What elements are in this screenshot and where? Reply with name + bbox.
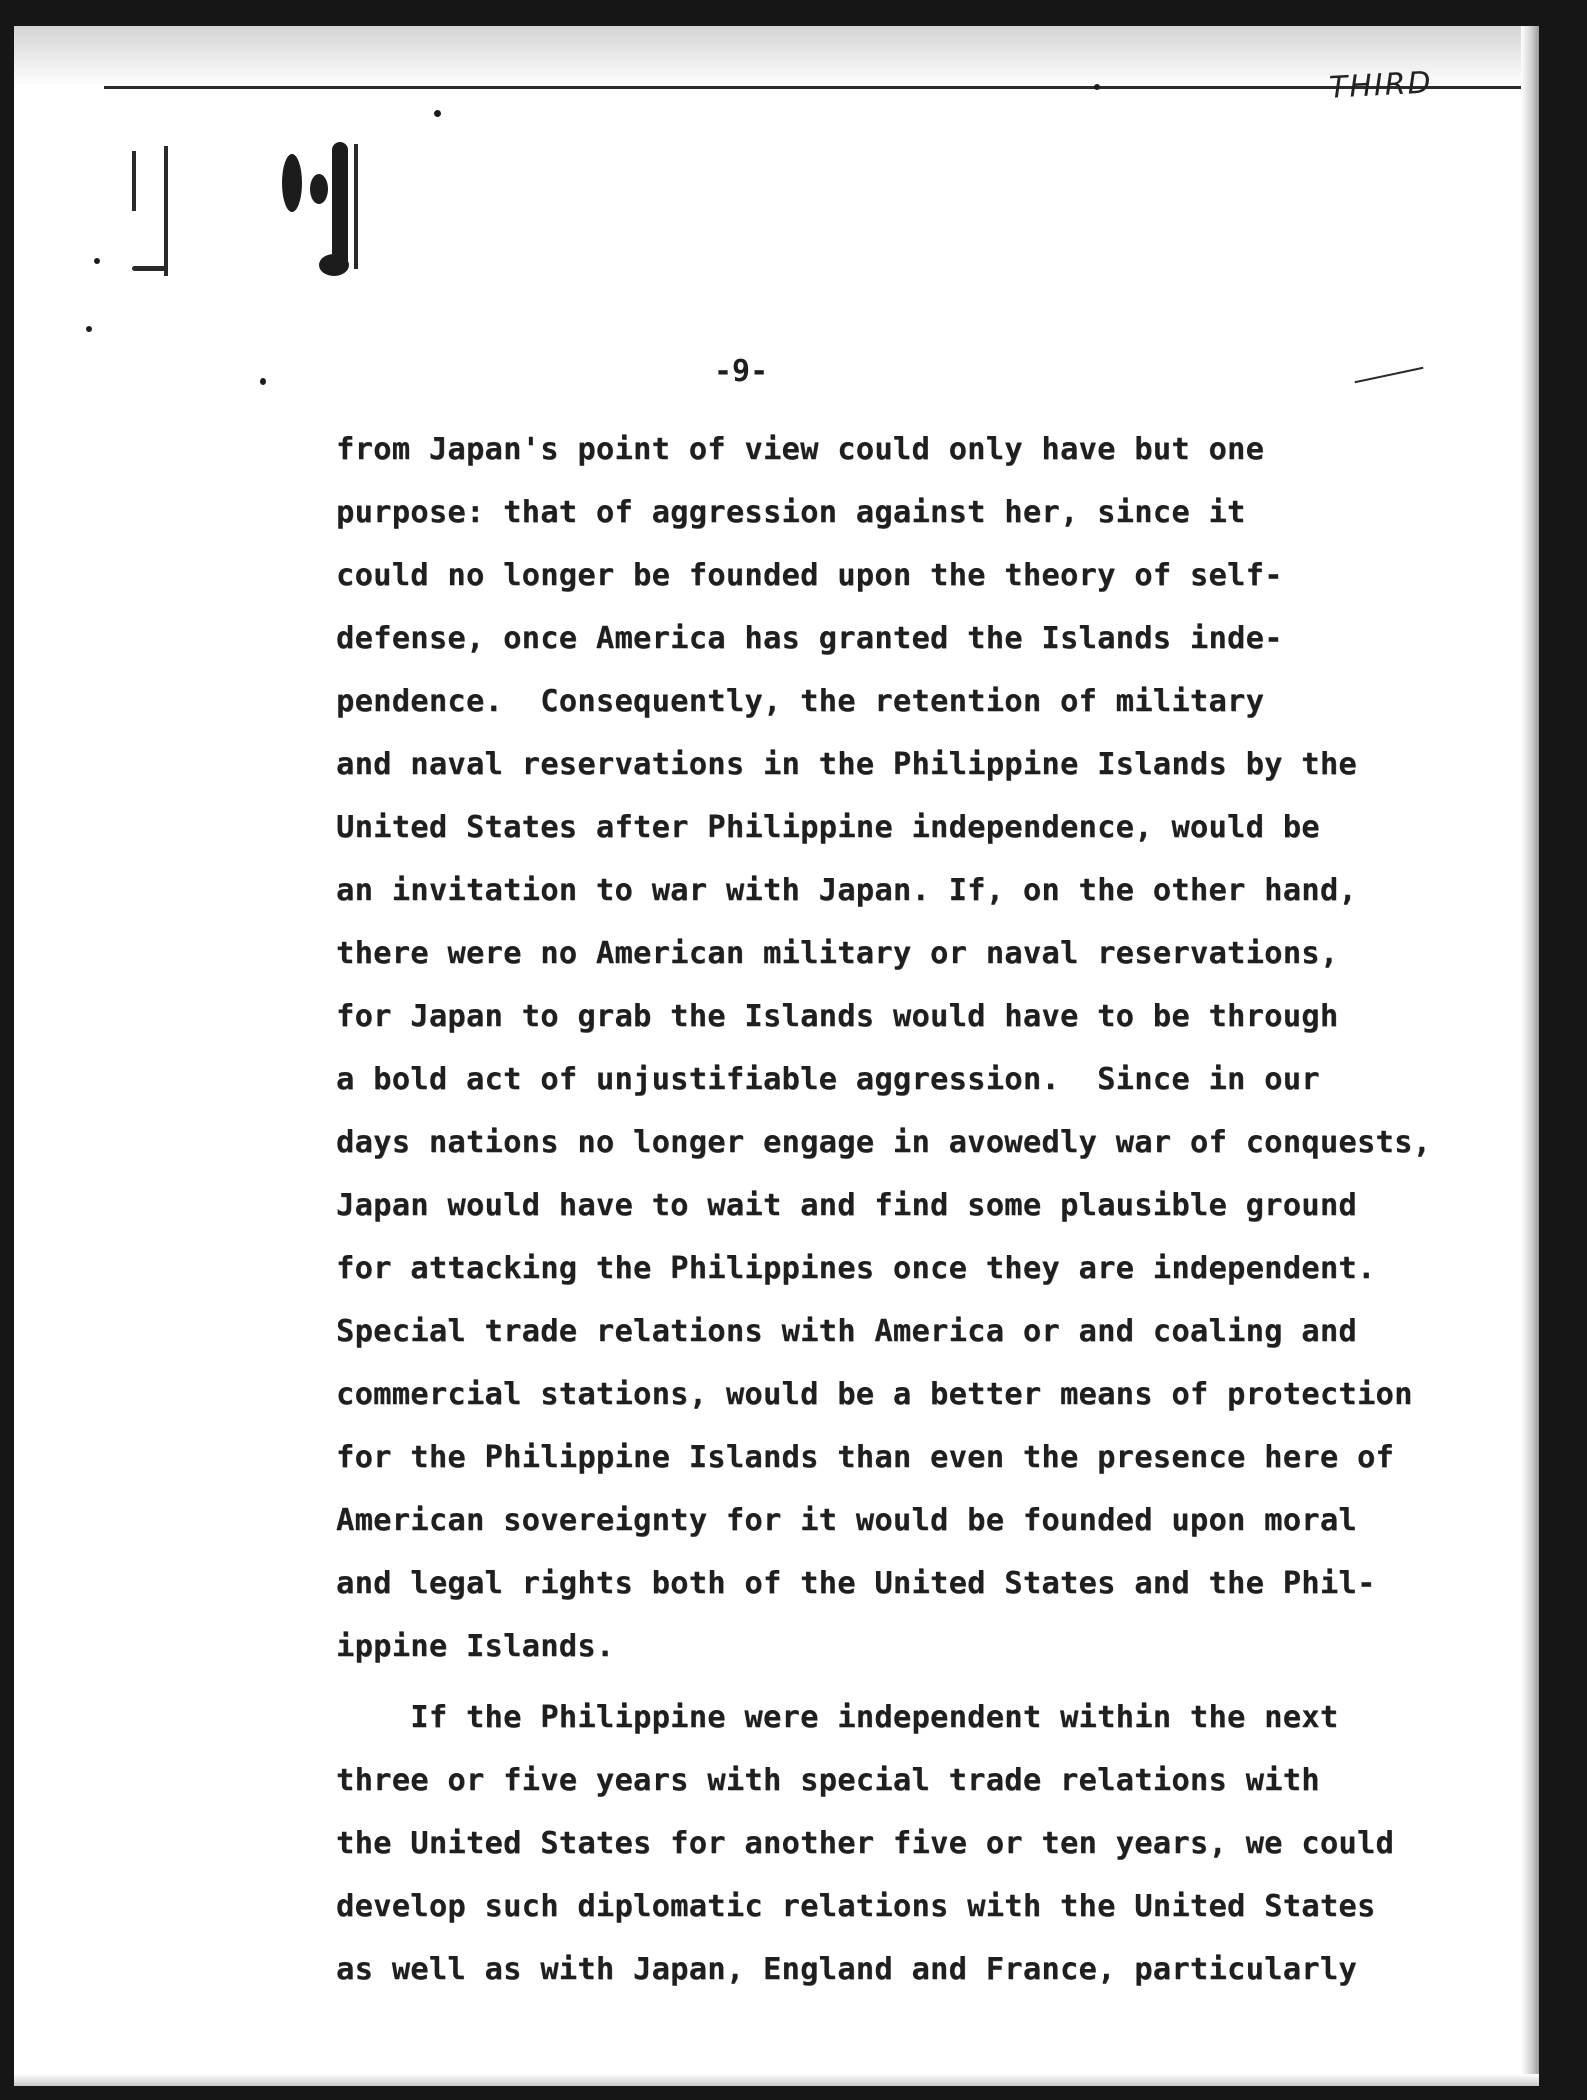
body-text bbox=[336, 418, 1466, 2001]
text-line: develop such diplomatic relations with the United States bbox=[336, 1889, 1376, 1924]
text-line: and legal rights both of the United States and the Phil- bbox=[336, 1566, 1376, 1601]
text-line: American sovereignty for it would be founded upon moral bbox=[336, 1503, 1357, 1538]
top-edge-rule bbox=[104, 86, 1534, 89]
text-line: three or five years with special trade relations with bbox=[336, 1763, 1320, 1798]
text-line: and naval reservations in the Philippine Islands by the bbox=[336, 747, 1357, 782]
page-number: -9- bbox=[714, 354, 769, 389]
ink-blot bbox=[319, 254, 349, 276]
ink-speck bbox=[94, 258, 100, 264]
ink-blot bbox=[282, 154, 302, 212]
text-line: as well as with Japan, England and France, particularly bbox=[336, 1952, 1357, 1987]
text-line: Japan would have to wait and find some plausible ground bbox=[336, 1188, 1357, 1223]
text-line: could no longer be founded upon the theory of self- bbox=[336, 558, 1283, 593]
text-line: purpose: that of aggression against her, since it bbox=[336, 495, 1246, 530]
text-line: days nations no longer engage in avowedly war of conquests, bbox=[336, 1125, 1432, 1160]
scan-top-strip bbox=[14, 26, 1539, 88]
ink-speck bbox=[86, 326, 92, 332]
ink-blot bbox=[310, 174, 328, 204]
text-line: the United States for another five or ten years, we could bbox=[336, 1826, 1395, 1861]
text-line: for the Philippine Islands than even the presence here of bbox=[336, 1440, 1395, 1475]
ink-blot bbox=[332, 142, 348, 268]
text-line: defense, once America has granted the Islands inde- bbox=[336, 621, 1283, 656]
pencil-stroke bbox=[1355, 367, 1424, 384]
text-line: pendence. Consequently, the retention of military bbox=[336, 684, 1265, 719]
text-line: commercial stations, would be a better means of protection bbox=[336, 1377, 1413, 1412]
ink-speck bbox=[434, 110, 441, 117]
binding-mark bbox=[132, 151, 136, 211]
text-line: Special trade relations with America or and coaling and bbox=[336, 1314, 1357, 1349]
ink-speck bbox=[260, 378, 266, 385]
text-line: there were no American military or naval reservations, bbox=[336, 936, 1339, 971]
text-line: from Japan's point of view could only have but one bbox=[336, 432, 1265, 467]
text-line: an invitation to war with Japan. If, on the other hand, bbox=[336, 873, 1357, 908]
text-line: If the Philippine were independent within the next bbox=[336, 1700, 1339, 1735]
binding-mark bbox=[132, 266, 166, 271]
text-line: ippine Islands. bbox=[336, 1629, 615, 1664]
text-line: United States after Philippine independence, would be bbox=[336, 810, 1320, 845]
binding-mark bbox=[354, 144, 358, 269]
page-edge-shadow bbox=[1521, 26, 1539, 2086]
text-line: for attacking the Philippines once they are independent. bbox=[336, 1251, 1376, 1286]
copy-annotation: THIRD bbox=[1328, 65, 1434, 106]
document-page bbox=[14, 26, 1539, 2086]
binding-mark bbox=[164, 146, 168, 276]
text-line: a bold act of unjustifiable aggression. Since in our bbox=[336, 1062, 1320, 1097]
page-bottom-shadow bbox=[14, 2074, 1539, 2086]
ink-speck bbox=[1094, 84, 1100, 90]
text-line: for Japan to grab the Islands would have to be through bbox=[336, 999, 1339, 1034]
